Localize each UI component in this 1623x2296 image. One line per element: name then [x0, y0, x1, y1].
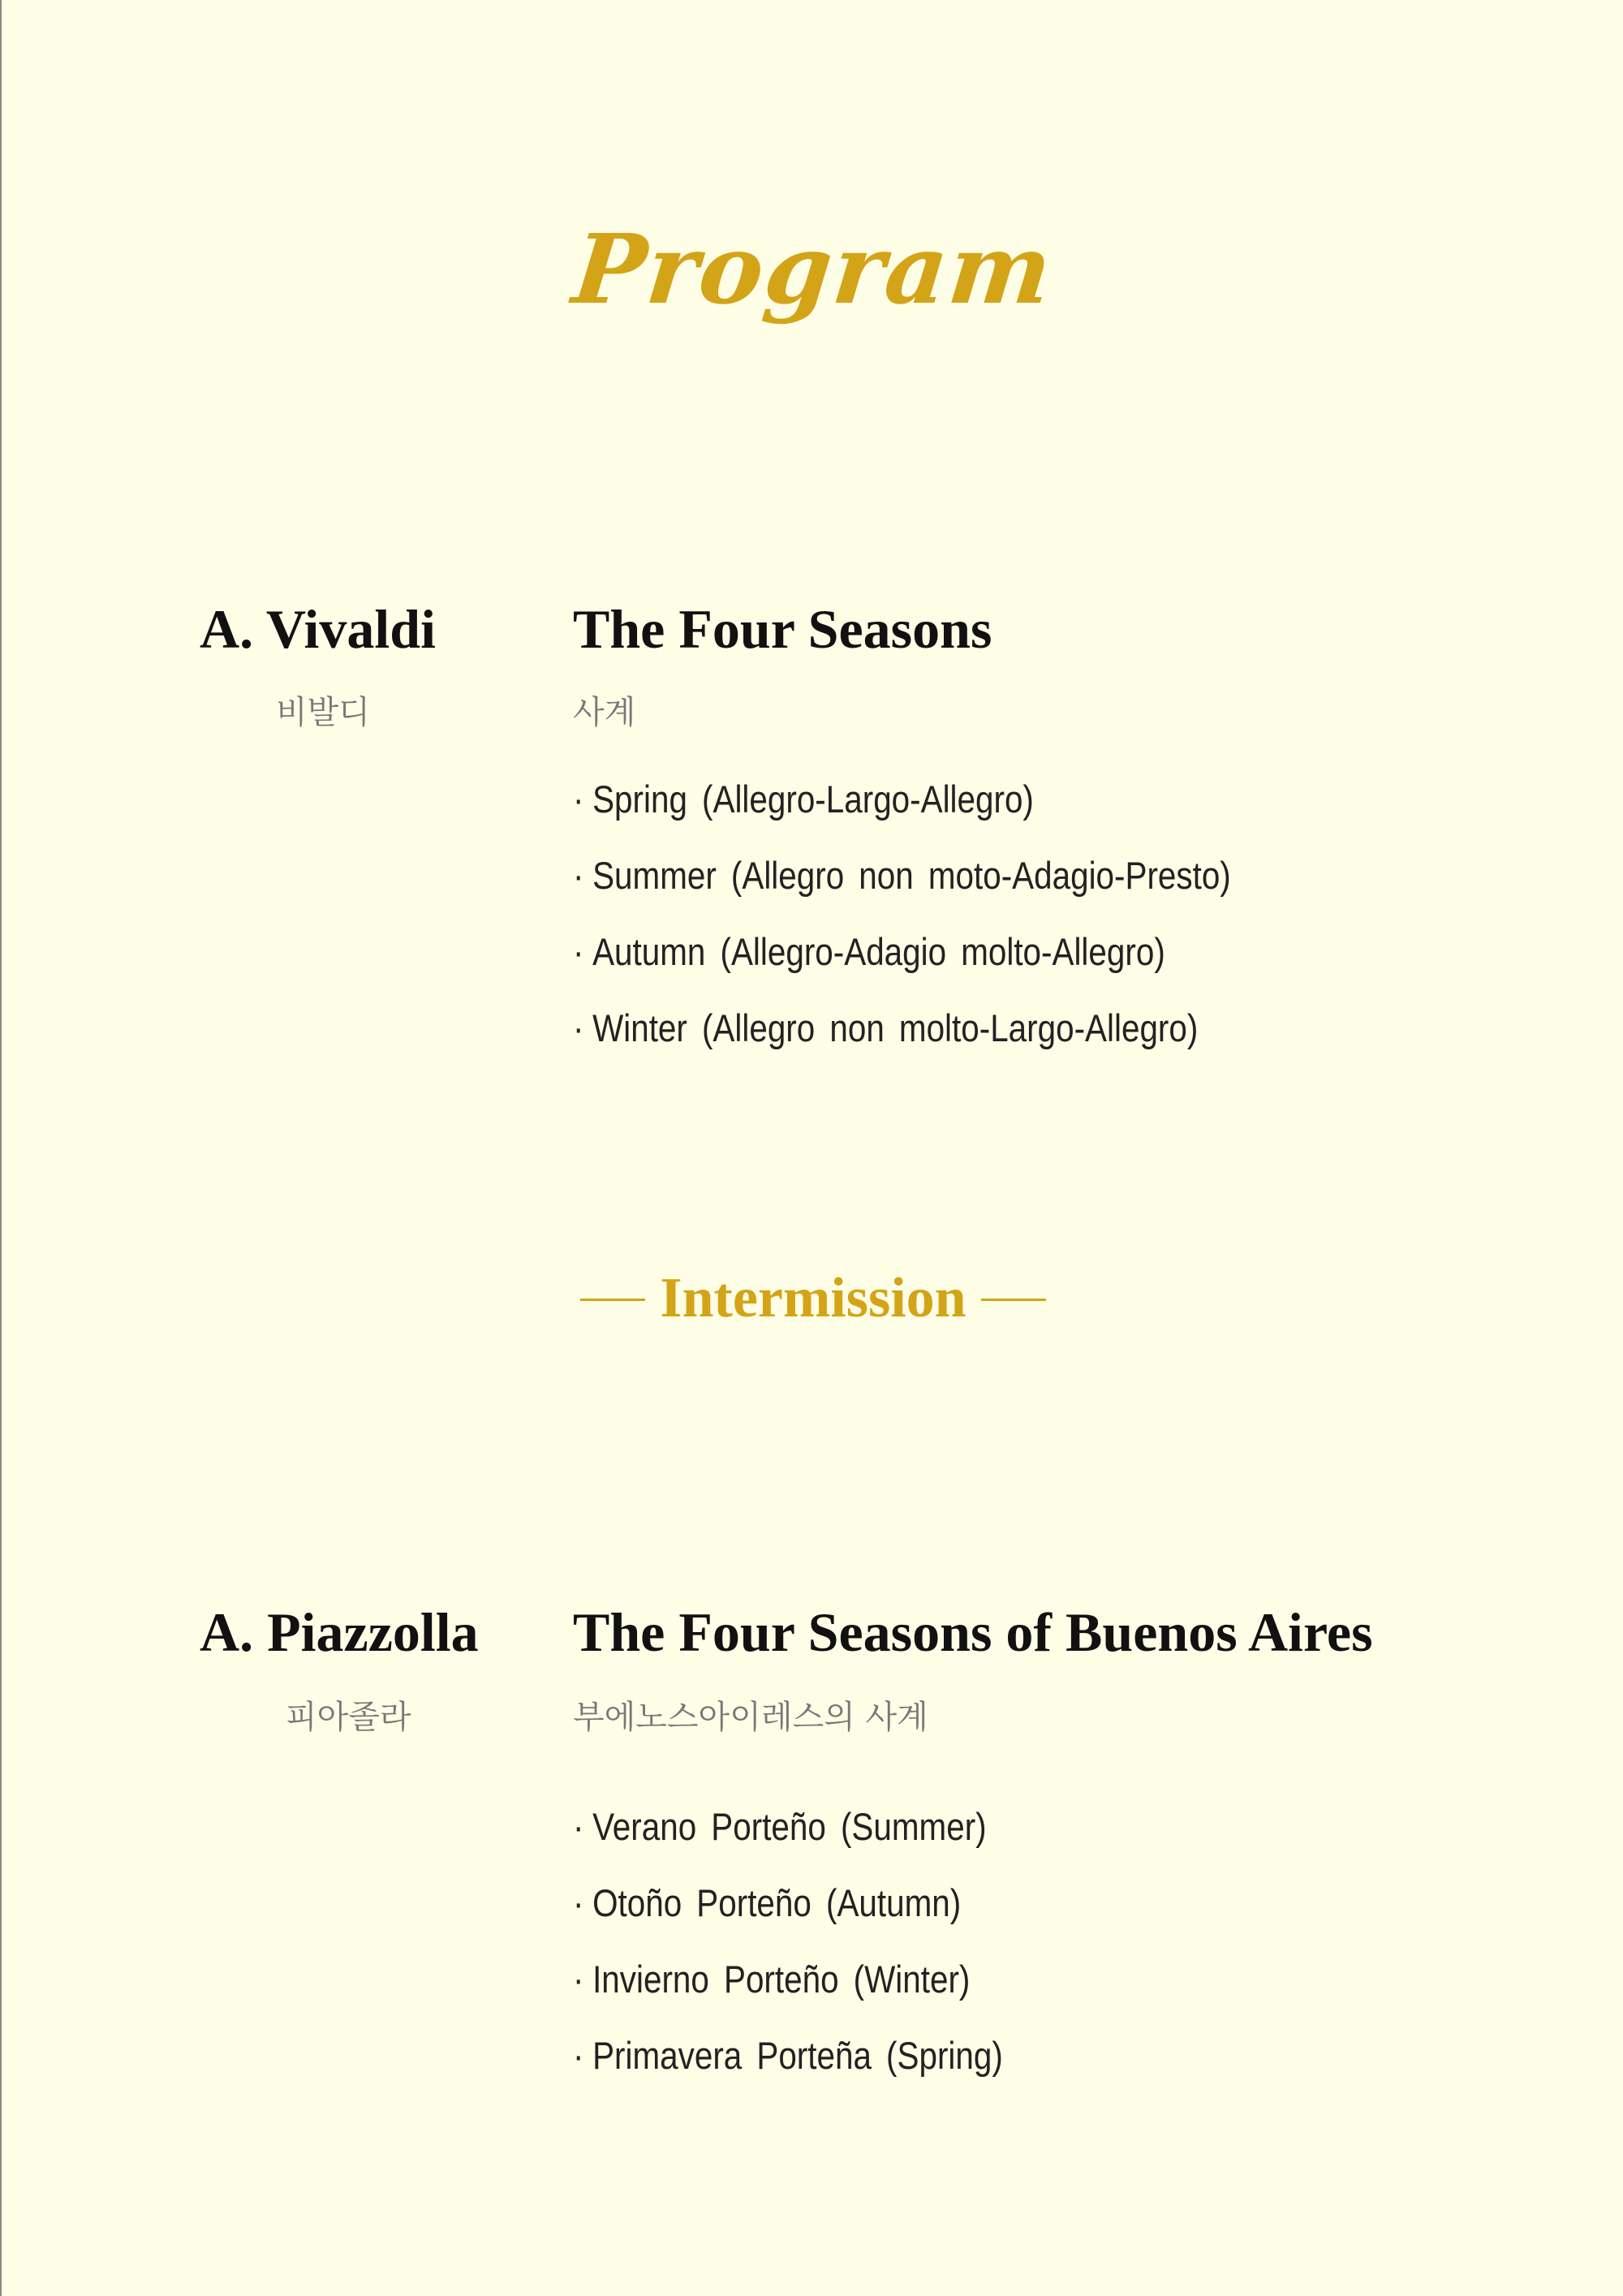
- composer-name: A. Vivaldi: [200, 598, 436, 660]
- work-title: The Four Seasons: [573, 598, 992, 660]
- movement-item: [573, 990, 1231, 1066]
- divider-rule-right: [981, 1299, 1046, 1301]
- movement-item: [573, 2018, 1003, 2094]
- movement-text: Winter (Allegro non molto-Largo-Allegro): [592, 1006, 1199, 1049]
- movement-text: Otoño Porteño (Autumn): [592, 1881, 962, 1924]
- movement-text: Verano Porteño (Summer): [592, 1805, 987, 1848]
- bullet-icon: ·: [573, 854, 584, 897]
- bullet-icon: ·: [573, 778, 584, 821]
- movement-text: Autumn (Allegro-Adagio molto-Allegro): [592, 930, 1165, 973]
- bullet-icon: ·: [573, 1805, 584, 1848]
- composer-name-korean: 피아졸라: [286, 1699, 411, 1736]
- movement-item: [573, 761, 1231, 838]
- movement-text: Spring (Allegro-Largo-Allegro): [592, 778, 1034, 821]
- bullet-icon: ·: [573, 1006, 584, 1049]
- work-title: The Four Seasons of Buenos Aires: [573, 1601, 1373, 1663]
- composer-name: A. Piazzolla: [200, 1601, 479, 1663]
- work-title-korean: 사계: [573, 694, 636, 731]
- movement-list: [573, 1789, 1073, 2094]
- bullet-icon: ·: [573, 1881, 584, 1924]
- movement-item: [573, 1789, 1003, 1865]
- intermission-label: Intermission: [660, 1267, 966, 1329]
- movement-text: Invierno Porteño (Winter): [592, 1958, 971, 2001]
- divider-rule-left: [580, 1299, 645, 1301]
- composer-name-korean: 비발디: [276, 694, 370, 731]
- bullet-icon: ·: [573, 1958, 584, 2001]
- movement-item: [573, 914, 1231, 990]
- movement-text: Summer (Allegro non moto-Adagio-Presto): [592, 854, 1231, 897]
- movement-item: [573, 838, 1231, 914]
- bullet-icon: ·: [573, 2034, 584, 2077]
- bullet-icon: ·: [573, 930, 584, 973]
- intermission-divider: [2, 1266, 1623, 1331]
- movement-list: [573, 761, 1338, 1066]
- movement-item: [573, 1865, 1003, 1941]
- work-title-korean: 부에노스아이레스의 사계: [573, 1699, 928, 1736]
- movement-text: Primavera Porteña (Spring): [592, 2034, 1003, 2077]
- movement-item: [573, 1941, 1003, 2018]
- program-title: Program: [567, 213, 1059, 325]
